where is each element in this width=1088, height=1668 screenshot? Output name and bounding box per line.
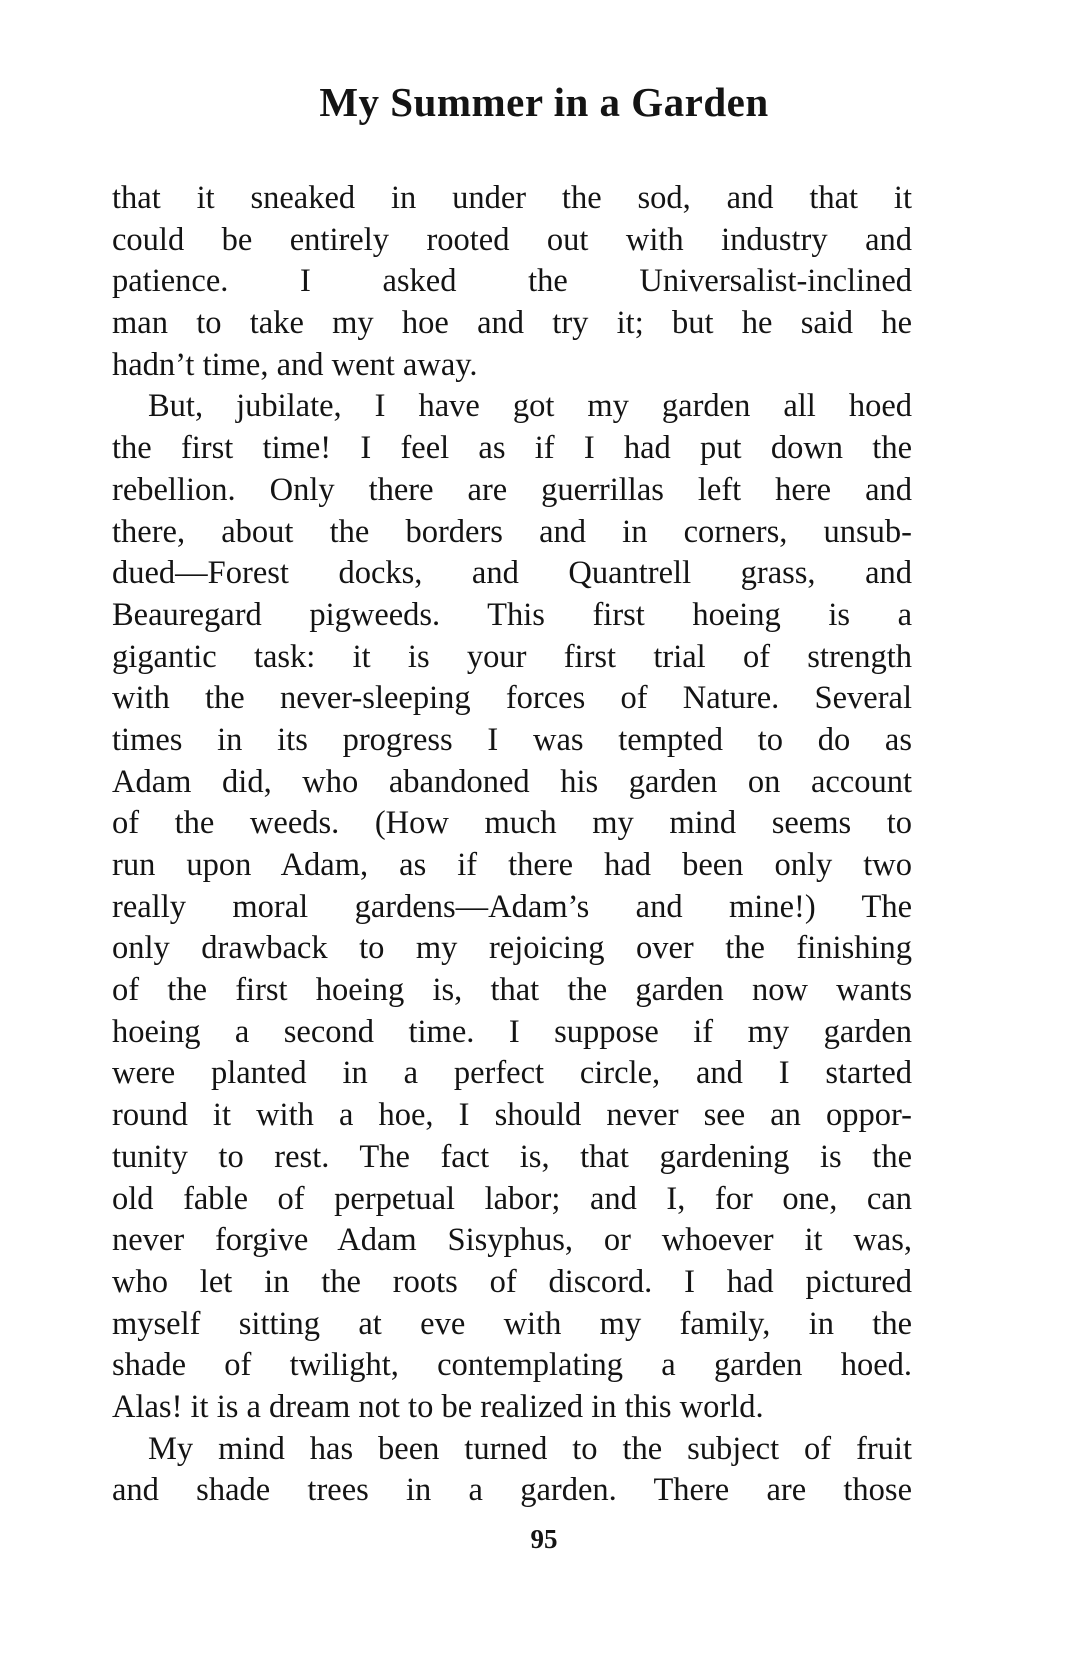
text-line: old fable of perpetual labor; and I, for one, can: [112, 1180, 912, 1217]
text-line: the first time! I feel as if I had put down the: [112, 430, 912, 467]
text-line: round it with a hoe, I should never see an oppor-: [112, 1097, 912, 1134]
text-line: never forgive Adam Sisyphus, or whoever it was,: [112, 1222, 912, 1259]
text-line: with the never-sleeping forces of Nature. Several: [112, 680, 912, 717]
text-line: dued—Forest docks, and Quantrell grass, and: [112, 555, 912, 592]
text-line: who let in the roots of discord. I had pictured: [112, 1263, 912, 1300]
text-line: of the first hoeing is, that the garden now wants: [112, 972, 912, 1009]
text-line: were planted in a perfect circle, and I started: [112, 1055, 912, 1092]
text-line: of the weeds. (How much my mind seems to: [112, 805, 912, 842]
text-line: that it sneaked in under the sod, and that it: [112, 180, 912, 216]
text-line: gigantic task: it is your first trial of strength: [112, 638, 912, 675]
text-line: rebellion. Only there are guerrillas left here and: [112, 471, 912, 508]
text-line: times in its progress I was tempted to do as: [112, 721, 912, 758]
page-number: 95: [530, 1524, 558, 1554]
text-line: Adam did, who abandoned his garden on account: [112, 763, 912, 800]
text-line: But, jubilate, I have got my garden all hoed: [148, 388, 912, 425]
text-line: and shade trees in a garden. There are those: [112, 1472, 912, 1509]
text-line: myself sitting at eve with my family, in the: [112, 1305, 912, 1342]
text-line: really moral gardens—Adam’s and mine!) The: [112, 888, 912, 925]
text-line: My mind has been turned to the subject of fruit: [148, 1430, 912, 1467]
text-line: hadn’t time, and went away.: [112, 346, 478, 383]
body-text: [112, 178, 912, 1512]
text-line: man to take my hoe and try it; but he said he: [112, 305, 912, 342]
text-line: shade of twilight, contemplating a garden hoed.: [112, 1347, 912, 1384]
text-line: Alas! it is a dream not to be realized in this world.: [112, 1388, 764, 1425]
text-line: patience. I asked the Universalist-inclined: [112, 263, 912, 300]
text-line: there, about the borders and in corners, unsub-: [112, 513, 912, 550]
text-line: Beauregard pigweeds. This first hoeing is a: [112, 596, 912, 633]
text-line: run upon Adam, as if there had been only two: [112, 847, 912, 883]
running-head: My Summer in a Garden: [319, 79, 769, 125]
text-line: could be entirely rooted out with industry and: [112, 221, 912, 258]
text-line: only drawback to my rejoicing over the finishing: [112, 930, 912, 967]
text-line: tunity to rest. The fact is, that gardening is the: [112, 1138, 912, 1175]
text-line: hoeing a second time. I suppose if my garden: [112, 1013, 912, 1050]
